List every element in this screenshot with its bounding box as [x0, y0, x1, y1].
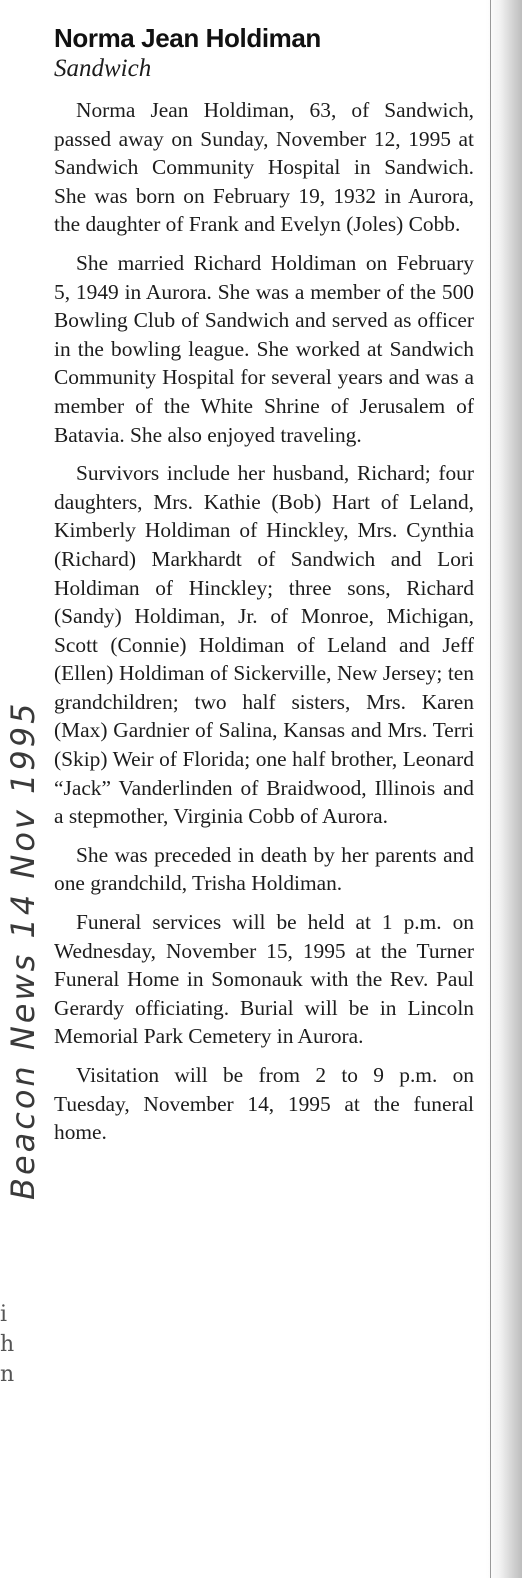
margin-fragment: i	[0, 1302, 8, 1327]
obituary-paragraph-funeral: Funeral services will be held at 1 p.m. on Wednesday, November 15, 1995 at the Turner Funeral Home in Somonauk with the Rev. Paul Gerardy officiating. Burial will be in Lincoln Memorial Park Cemetery in Aurora.	[54, 910, 474, 1049]
obituary-paragraph-survivors: Survivors include her husband, Richard; four daughters, Mrs. Kathie (Bob) Hart of Leland, Kimberly Holdiman of Hinckley, Mrs. Cynthia (Richard) Markhardt of Sandwich and Lori Holdiman of Hinckley; three sons, Richard (Sandy) Holdiman, Jr. of Monroe, Michigan, Scott (Connie) Holdiman of Leland and Jeff (Ellen) Holdiman of Sickerville, New Jersey; ten grandchildren; two half sisters, Mrs. Karen (Max) Gardnier of Salina, Kansas and Mrs. Terri (Skip) Weir of Florida; one half brother, Leonard “Jack” Vanderlinden of Braidwood, Illinois and a stepmother, Virginia Cobb of Aurora.	[54, 461, 474, 829]
obituary-clipping	[54, 22, 474, 1147]
obituary-paragraph-marriage: She married Richard Holdiman on February 5, 1949 in Aurora. She was a member of the 500 Bowling Club of Sandwich and served as officer in the bowling league. She worked at Sandwich Community Hospital for several years and was a member of the White Shrine of Jerusalem of Batavia. She also enjoyed traveling.	[54, 250, 474, 447]
obituary-paragraph-preceded: She was preceded in death by her parents and one grandchild, Trisha Holdiman.	[54, 842, 474, 896]
obituary-paragraph-visitation: Visitation will be from 2 to 9 p.m. on Tuesday, November 14, 1995 at the funeral home.	[54, 1063, 474, 1145]
obituary-name: Norma Jean Holdiman	[54, 23, 321, 53]
margin-fragments	[0, 1300, 14, 1390]
scan-edge-line	[490, 0, 491, 1578]
obituary-town: Sandwich	[54, 55, 152, 82]
margin-fragment: n	[0, 1362, 15, 1387]
scan-edge-shadow	[486, 0, 522, 1578]
handwritten-source-note: Beacon News 14 Nov 1995	[4, 700, 42, 1200]
margin-fragment: h	[0, 1332, 15, 1357]
obituary-paragraph-intro: Norma Jean Holdiman, 63, of Sandwich, passed away on Sunday, November 12, 1995 at Sandwich Community Hospital in Sandwich. She was born on February 19, 1932 in Aurora, the daughter of Frank and Evelyn (Joles) Cobb.	[54, 98, 474, 237]
